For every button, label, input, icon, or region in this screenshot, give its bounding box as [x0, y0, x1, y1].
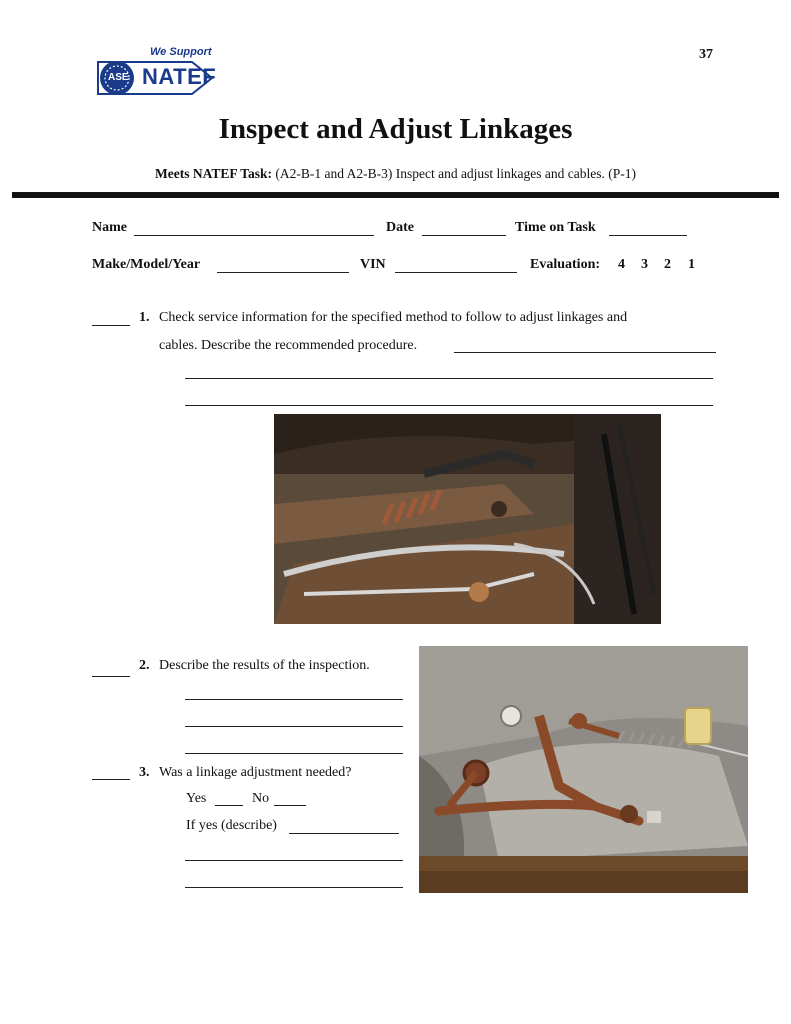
if-yes-answer-line[interactable] — [289, 833, 399, 834]
evaluation-score-2[interactable]: 2 — [664, 257, 671, 272]
step-1-answer-line[interactable] — [185, 405, 713, 406]
vin-field[interactable] — [395, 272, 517, 273]
step-1-text-line1: Check service information for the specified method to follow to adjust linkages and — [159, 310, 628, 325]
time-on-task-label: Time on Task — [515, 220, 596, 235]
evaluation-score-4[interactable]: 4 — [618, 257, 625, 272]
step-3-check-blank[interactable] — [92, 779, 130, 780]
step-3-answer-line[interactable] — [185, 887, 403, 888]
step-3-number: 3. — [139, 765, 150, 780]
step-2-answer-line[interactable] — [185, 753, 403, 754]
step-2-number: 2. — [139, 658, 150, 673]
step-3-text: Was a linkage adjustment needed? — [159, 765, 352, 780]
date-field[interactable] — [422, 235, 506, 236]
if-yes-label: If yes (describe) — [186, 818, 277, 833]
transmission-linkage-photo-art — [419, 646, 748, 893]
step-1-number: 1. — [139, 310, 150, 325]
time-on-task-field[interactable] — [609, 235, 687, 236]
page-number: 37 — [699, 47, 713, 62]
task-statement — [0, 166, 791, 182]
step-2-text: Describe the results of the inspection. — [159, 658, 370, 673]
evaluation-score-1[interactable]: 1 — [688, 257, 695, 272]
task-text: (A2-B-1 and A2-B-3) Inspect and adjust linkages and cables. (P-1) — [275, 166, 637, 181]
make-model-year-label: Make/Model/Year — [92, 257, 201, 272]
evaluation-label: Evaluation: — [530, 257, 601, 272]
header-divider — [12, 192, 779, 198]
logo-brand-text: NATEF — [142, 64, 217, 89]
yes-field[interactable] — [215, 805, 243, 806]
date-label: Date — [386, 220, 414, 235]
no-field[interactable] — [274, 805, 306, 806]
step-1-answer-line[interactable] — [454, 352, 716, 353]
step-1-answer-line[interactable] — [185, 378, 713, 379]
no-label: No — [252, 791, 270, 806]
linkage-spring-photo-art — [274, 414, 661, 624]
yes-label: Yes — [186, 791, 207, 806]
logo-support-text: We Support — [150, 46, 212, 58]
step-2-answer-line[interactable] — [185, 726, 403, 727]
evaluation-score-3[interactable]: 3 — [641, 257, 648, 272]
name-field[interactable] — [134, 235, 374, 236]
step-1-text-line2: cables. Describe the recommended procedure. — [159, 338, 418, 353]
name-label: Name — [92, 220, 127, 235]
task-label: Meets NATEF Task: — [154, 166, 272, 181]
step-3-answer-line[interactable] — [185, 860, 403, 861]
natef-logo — [92, 44, 222, 104]
transmission-linkage-photo — [419, 646, 748, 893]
linkage-spring-photo — [274, 414, 661, 624]
vin-label: VIN — [360, 257, 386, 272]
step-2-answer-line[interactable] — [185, 699, 403, 700]
step-1-check-blank[interactable] — [92, 325, 130, 326]
make-model-year-field[interactable] — [217, 272, 349, 273]
page-title: Inspect and Adjust Linkages — [218, 113, 573, 145]
step-2-check-blank[interactable] — [92, 676, 130, 677]
logo-badge-text: ASE — [108, 72, 129, 83]
